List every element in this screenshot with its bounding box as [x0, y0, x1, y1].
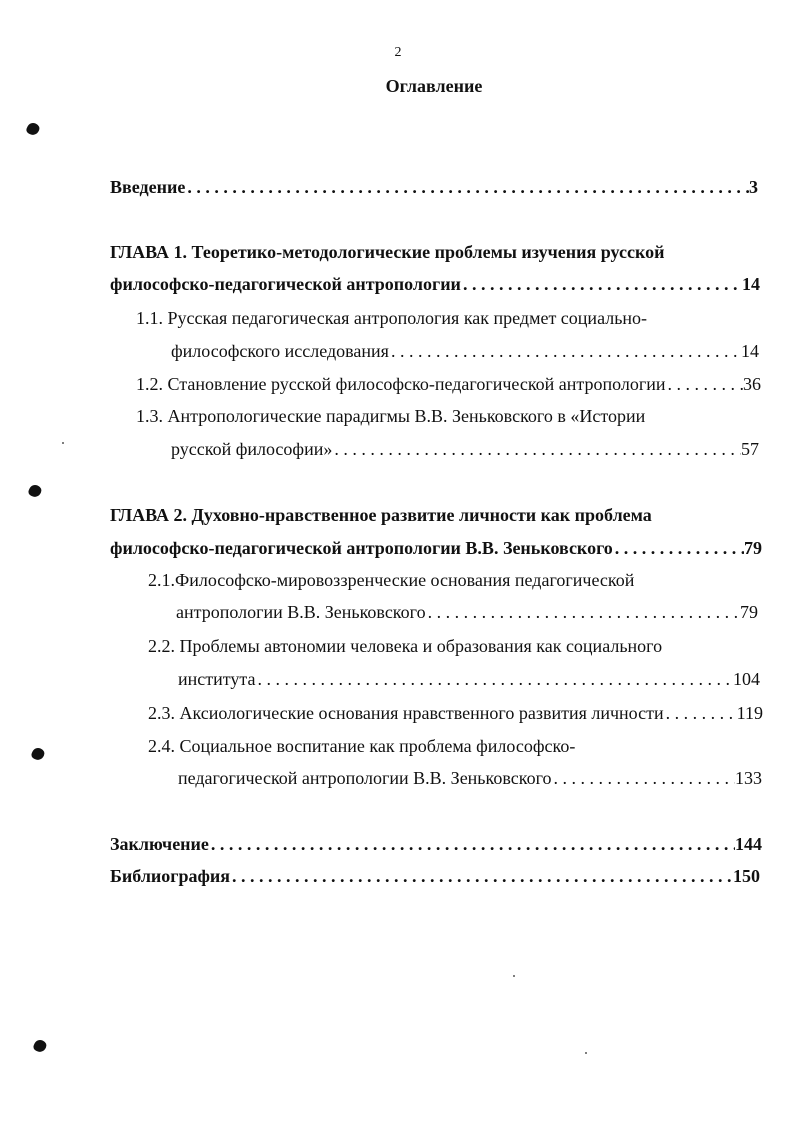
- toc-section-title: педагогической антропологии В.В. Зеньковского: [178, 768, 552, 788]
- toc-section-title: 2.3. Аксиологические основания нравственного развития личности: [148, 703, 664, 723]
- toc-chapter1-line1[interactable]: [110, 241, 770, 263]
- dot-leader: [255, 668, 733, 690]
- toc-entry-page: 14: [741, 341, 759, 361]
- toc-section-2-1-line2[interactable]: [176, 601, 758, 623]
- toc-entry-page: 119: [736, 703, 763, 723]
- dot-leader: [552, 767, 736, 789]
- toc-entry-page: 150: [733, 866, 760, 886]
- dot-leader: [230, 865, 733, 887]
- dot-leader: [461, 273, 742, 295]
- toc-section-title: антропологии В.В. Зеньковского: [176, 602, 426, 622]
- scan-speck-decoration: [585, 1052, 587, 1054]
- dot-leader: [666, 373, 743, 395]
- dot-leader: [426, 601, 740, 623]
- page-title: Оглавление: [385, 76, 483, 96]
- toc-section-1-2[interactable]: [136, 373, 761, 395]
- toc-section-2-1-line1[interactable]: [148, 569, 758, 591]
- scan-speck-decoration: [513, 975, 515, 977]
- scan-mark-decoration: [30, 746, 46, 762]
- toc-section-title: 2.2. Проблемы автономии человека и образования как социального: [148, 636, 663, 656]
- toc-entry-page: 79: [740, 602, 758, 622]
- dot-leader: [389, 340, 741, 362]
- toc-entry-page: 57: [741, 439, 759, 459]
- dot-leader: [613, 537, 744, 559]
- dot-leader: [185, 176, 749, 198]
- toc-entry-page: 3: [749, 177, 758, 197]
- page-number: 2: [394, 45, 402, 60]
- toc-chapter-title: философско-педагогической антропологии В.В. Зеньковского: [110, 538, 613, 558]
- toc-section-1-1-line1[interactable]: [136, 307, 756, 329]
- toc-entry-page: 133: [735, 768, 762, 788]
- toc-section-2-2-line1[interactable]: [148, 635, 763, 657]
- toc-chapter2-line1[interactable]: [110, 504, 770, 526]
- toc-entry-page: 79: [744, 538, 762, 558]
- toc-section-title: русской философии»: [171, 439, 333, 459]
- toc-chapter-title: ГЛАВА 2. Духовно-нравственное развитие личности как проблема: [110, 505, 652, 525]
- toc-section-title: 2.4. Социальное воспитание как проблема философско-: [148, 736, 576, 756]
- toc-section-title: 1.3. Антропологические парадигмы В.В. Зеньковского в «Истории: [136, 406, 646, 426]
- scan-mark-decoration: [32, 1038, 48, 1054]
- toc-section-2-4-line2[interactable]: [178, 767, 762, 789]
- scan-mark-decoration: [27, 483, 43, 499]
- toc-chapter-title: философско-педагогической антропологии: [110, 274, 461, 294]
- toc-section-2-3[interactable]: [148, 702, 763, 724]
- toc-entry-intro[interactable]: [110, 176, 758, 198]
- toc-chapter1-line2[interactable]: [110, 273, 760, 295]
- toc-section-title: 2.1.Философско-мировоззренческие основания педагогической: [148, 570, 635, 590]
- toc-entry-page: 104: [733, 669, 760, 689]
- toc-entry-label: Библиография: [110, 866, 231, 886]
- toc-section-title: философского исследования: [171, 341, 389, 361]
- toc-chapter2-line2[interactable]: [110, 537, 762, 559]
- toc-entry-page: 144: [735, 834, 762, 854]
- toc-section-1-3-line1[interactable]: [136, 405, 756, 427]
- toc-entry-page: 14: [742, 274, 760, 294]
- toc-section-1-1-line2[interactable]: [171, 340, 759, 362]
- toc-section-title: 1.2. Становление русской философско-педагогической антропологии: [136, 374, 666, 394]
- toc-entry-conclusion[interactable]: [110, 833, 762, 855]
- dot-leader: [209, 833, 735, 855]
- toc-entry-page: 36: [743, 374, 761, 394]
- toc-section-2-4-line1[interactable]: [148, 735, 758, 757]
- toc-section-title: института: [178, 669, 256, 689]
- toc-entry-bibliography[interactable]: [110, 865, 760, 887]
- dot-leader: [332, 438, 741, 460]
- toc-section-1-3-line2[interactable]: [171, 438, 759, 460]
- toc-section-2-2-line2[interactable]: [178, 668, 760, 690]
- scan-mark-decoration: [25, 121, 41, 137]
- toc-section-title: 1.1. Русская педагогическая антропология как предмет социально-: [136, 308, 648, 328]
- dot-leader: [664, 702, 737, 724]
- toc-chapter-title: ГЛАВА 1. Теоретико-методологические проблемы изучения русской: [110, 242, 665, 262]
- toc-entry-label: Заключение: [110, 834, 209, 854]
- scan-speck-decoration: [62, 442, 64, 444]
- toc-entry-label: Введение: [110, 177, 186, 197]
